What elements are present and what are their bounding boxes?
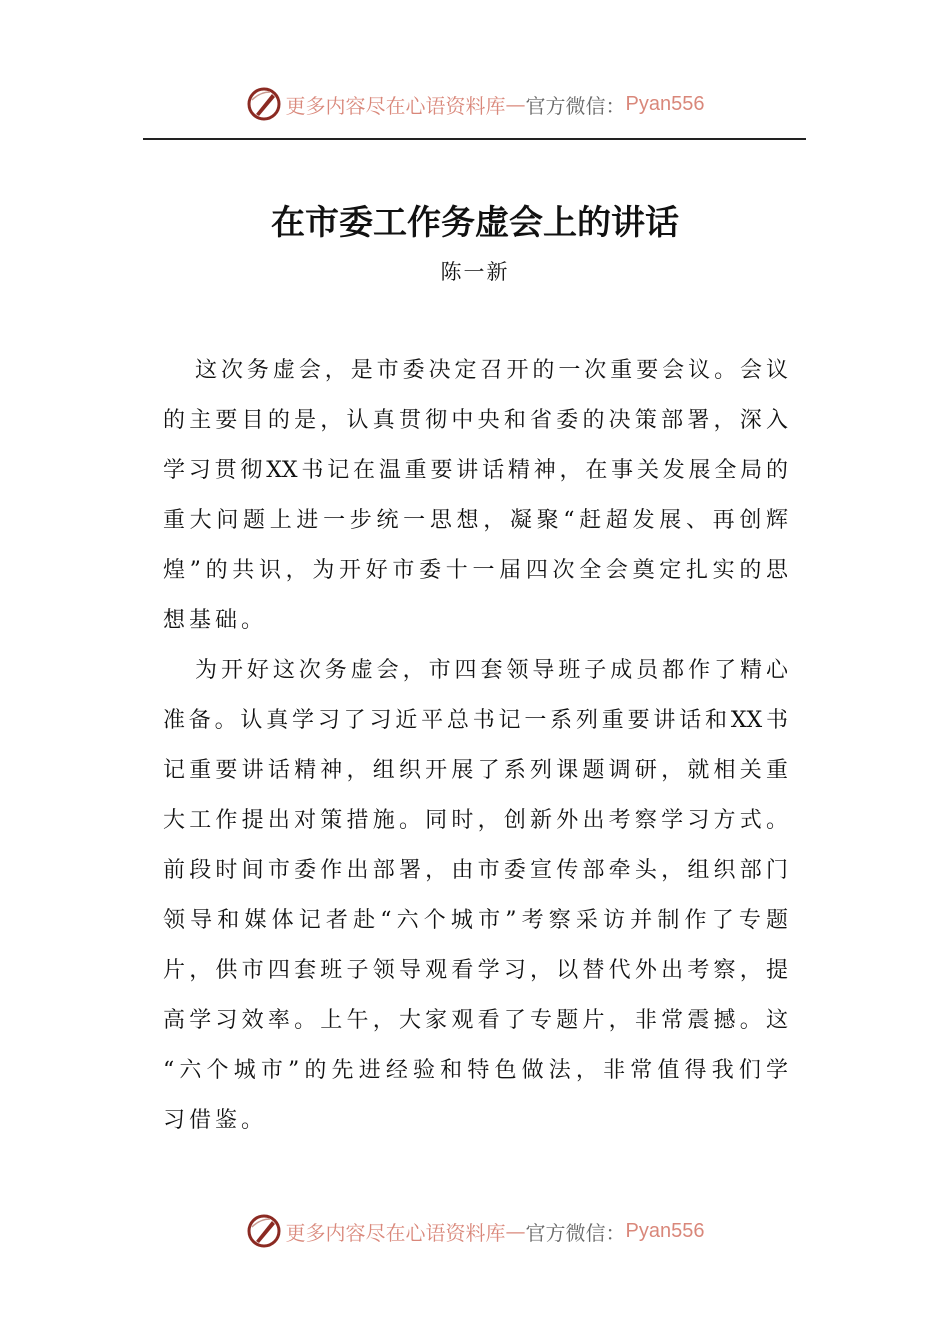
text-line: 大工作提出对策措施。同时，创新外出考察学习方式。 [163,808,788,833]
document-author: 陈一新 [440,260,510,284]
banner-wechat-label: 官方微信： [525,1220,626,1245]
text-line: 领导和媒体记者赴“六个城市”考察采访并制作了专题 [163,908,788,933]
text-line: 学习贯彻XX书记在温重要讲话精神，在事关发展全局的 [163,458,788,483]
text-line: 重大问题上进一步统一思想，凝聚“赶超发展、再创辉 [163,508,788,533]
text-line: 这次务虚会，是市委决定召开的一次重要会议。会议 [195,358,788,383]
text-line: 片，供市四套班子领导观看学习，以替代外出考察，提 [163,958,788,983]
text-line: 高学习效率。上午，大家观看了专题片，非常震撼。这 [163,1008,788,1033]
document-title: 在市委工作务虚会上的讲话 [271,203,679,243]
text-line: 煌”的共识，为开好市委十一届四次全会奠定扎实的思 [163,558,788,583]
pen-logo-icon [246,86,282,122]
pen-logo-icon [246,1213,282,1249]
banner-dash: — [505,92,526,116]
banner-brand: 更多内容尽在心语资料库 [285,93,506,118]
footer-banner [0,1211,950,1251]
paragraph [163,353,788,653]
text-line: 想基础。 [163,608,268,633]
header-divider [143,138,806,140]
text-line: “六个城市”的先进经验和特色做法，非常值得我们学 [163,1058,788,1083]
banner-dash: — [505,1219,526,1243]
document-body [163,353,788,1153]
text-line: 的主要目的是，认真贯彻中央和省委的决策部署，深入 [163,408,788,433]
banner-wechat-label: 官方微信： [525,93,626,118]
banner-wechat-id: Pyan556 [625,1219,705,1242]
paragraph [163,653,788,1153]
text-line: 习借鉴。 [163,1108,268,1133]
banner-wechat-id: Pyan556 [625,92,705,115]
text-line: 记重要讲话精神，组织开展了系列课题调研，就相关重 [163,758,788,783]
text-line: 前段时间市委作出部署，由市委宣传部牵头，组织部门 [163,858,788,883]
banner-brand: 更多内容尽在心语资料库 [285,1220,506,1245]
text-line: 准备。认真学习了习近平总书记一系列重要讲话和XX书 [163,708,788,733]
text-line: 为开好这次务虚会，市四套领导班子成员都作了精心 [195,658,788,683]
header-banner [0,84,950,124]
